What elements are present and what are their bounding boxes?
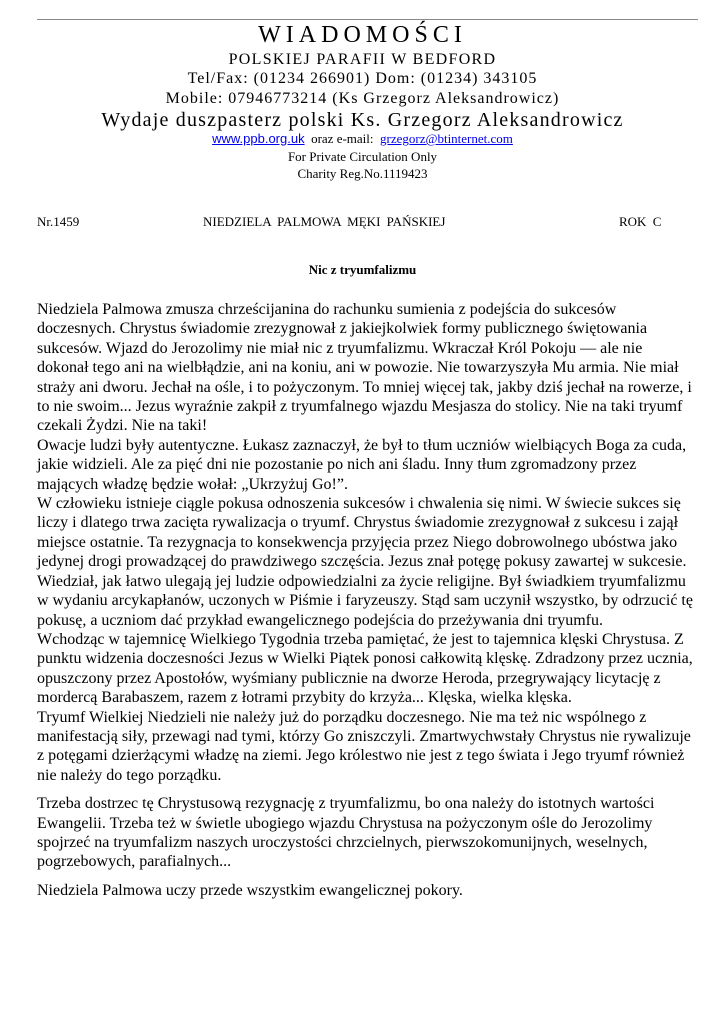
phone-line: Tel/Fax: (01234 266901) Dom: (01234) 343105 (187, 70, 538, 87)
article-paragraph: Niedziela Palmowa zmusza chrześcijanina do rachunku sumienia z podejścia do sukcesów doczesnych. Chrystus świadomie zrezygnował z jakiejkolwiek formy publicznego świętowania sukcesów. Wjazd do Jerozolimy nie miał nic z tryumfalizmu. Wkraczał Król Pokoju — ale nie dokonał tego ani na wielbłądzie, ani na koniu, ani w powozie. Nie towarzyszyła Mu armia. Nie miał straży ani dworu. Jechał na ośle, i to pożyczonym. To mniej więcej tak, jakby dziś jechał na rowerze, i to nie swoim... Jezus wyraźnie zakpił z tryumfalnego wjazdu Mesjasza do stolicy. Nie na taki tryumf czekali Żydzi. Nie na taki! (37, 301, 692, 435)
issue-number: Nr.1459 (37, 214, 80, 229)
parish-subtitle: POLSKIEJ PARAFII W BEDFORD (228, 51, 497, 68)
website-link[interactable]: www.ppb.org.uk (212, 131, 305, 146)
article-title: Nic z tryumfalizmu (308, 262, 417, 277)
mobile-line: Mobile: 07946773214 (Ks Grzegorz Aleksandrowicz) (165, 90, 560, 107)
charity-reg: Charity Reg.No.1119423 (297, 166, 428, 181)
private-circulation: For Private Circulation Only (287, 149, 438, 164)
liturgical-year: ROK C (619, 214, 662, 229)
newsletter-title: WIADOMOŚCI (258, 22, 467, 48)
email-link[interactable]: grzegorz@btinternet.com (380, 131, 513, 146)
article-paragraph: W człowieku istnieje ciągle pokusa odnoszenia sukcesów i chwalenia się nimi. W świecie sukces się liczy i dlatego trwa zacięta rywalizacja o tryumf. Chrystus świadomie zrezygnował z sukcesu i zajął miejsce ostatnie. Ta rezygnacja to konsekwencja przyjęcia przez Niego dobrowolnego ubóstwa jako jedynej drogi prowadzącej do prawdziwego szczęścia. Jezus znał potęgę pokusy zawartej w sukcesie. Wiedział, jak łatwo ulegają jej ludzie odpowiedzialni za życie religijne. Był świadkiem tryumfalizmu w wydaniu arcykapłanów, uczonych w Piśmie i faryzeuszy. Stąd sam uczynił wszystko, by odrzucić tę pokusę, a uczniom dać przykład ewangelicznego podejścia do przeżywania dni tryumfu. (37, 495, 693, 629)
article-paragraph: Trzeba dostrzec tę Chrystusową rezygnację z tryumfalizmu, bo ona należy do istotnych wartości Ewangelii. Trzeba też w świetle ubogiego wjazdu Chrystusa na pożyczonym ośle do Jerozolimy spojrzeć na tryumfalizm naszych uroczystości chrzcielnych, pierwszokomunijnych, weselnych, pogrzebowych, parafialnych... (37, 795, 655, 871)
article-paragraph: Tryumf Wielkiej Niedzieli nie należy już do porządku doczesnego. Nie ma też nic wspólnego z manifestacją siły, przewagi nad tymi, którzy Go zniszczyli. Zmartwychwstały Chrystus nie rywalizuje z potęgami dzierżącymi władzę na ziemi. Jego królestwo nie jest z tego świata i Jego tryumf również nie należy do tego porządku. (37, 708, 691, 784)
email-prefix: oraz e-mail: (311, 131, 374, 146)
publisher-line: Wydaje duszpasterz polski Ks. Grzegorz Aleksandrowicz (101, 109, 624, 131)
article-paragraph: Wchodząc w tajemnicę Wielkiego Tygodnia trzeba pamiętać, że jest to tajemnica klęski Chrystusa. Z punktu widzenia doczesności Jezus w Wielki Piątek ponosi całkowitą klęskę. Zdradzony przez ucznia, opuszczony przez Apostołów, wyśmiany publicznie na dworze Heroda, przegrywający licytację z mordercą Barabaszem, razem z łotrami przybity do krzyża... Klęska, wielka klęska. (37, 630, 693, 707)
contact-line (0, 131, 725, 147)
article-paragraph: Niedziela Palmowa uczy przede wszystkim ewangelicznej pokory. (37, 881, 463, 899)
liturgical-day: NIEDZIELA PALMOWA MĘKI PAŃSKIEJ (203, 214, 446, 229)
article-body (37, 300, 697, 900)
header-rule (37, 19, 698, 20)
article-paragraph: Owacje ludzi były autentyczne. Łukasz zaznaczył, że był to tłum uczniów wielbiących Boga za cuda, jakie widzieli. Ale za pięć dni nie pozostanie po nich ani śladu. Inny tłum zgromadzony przez mających władzę będzie wołał: „Ukrzyżuj Go!”. (37, 436, 687, 493)
